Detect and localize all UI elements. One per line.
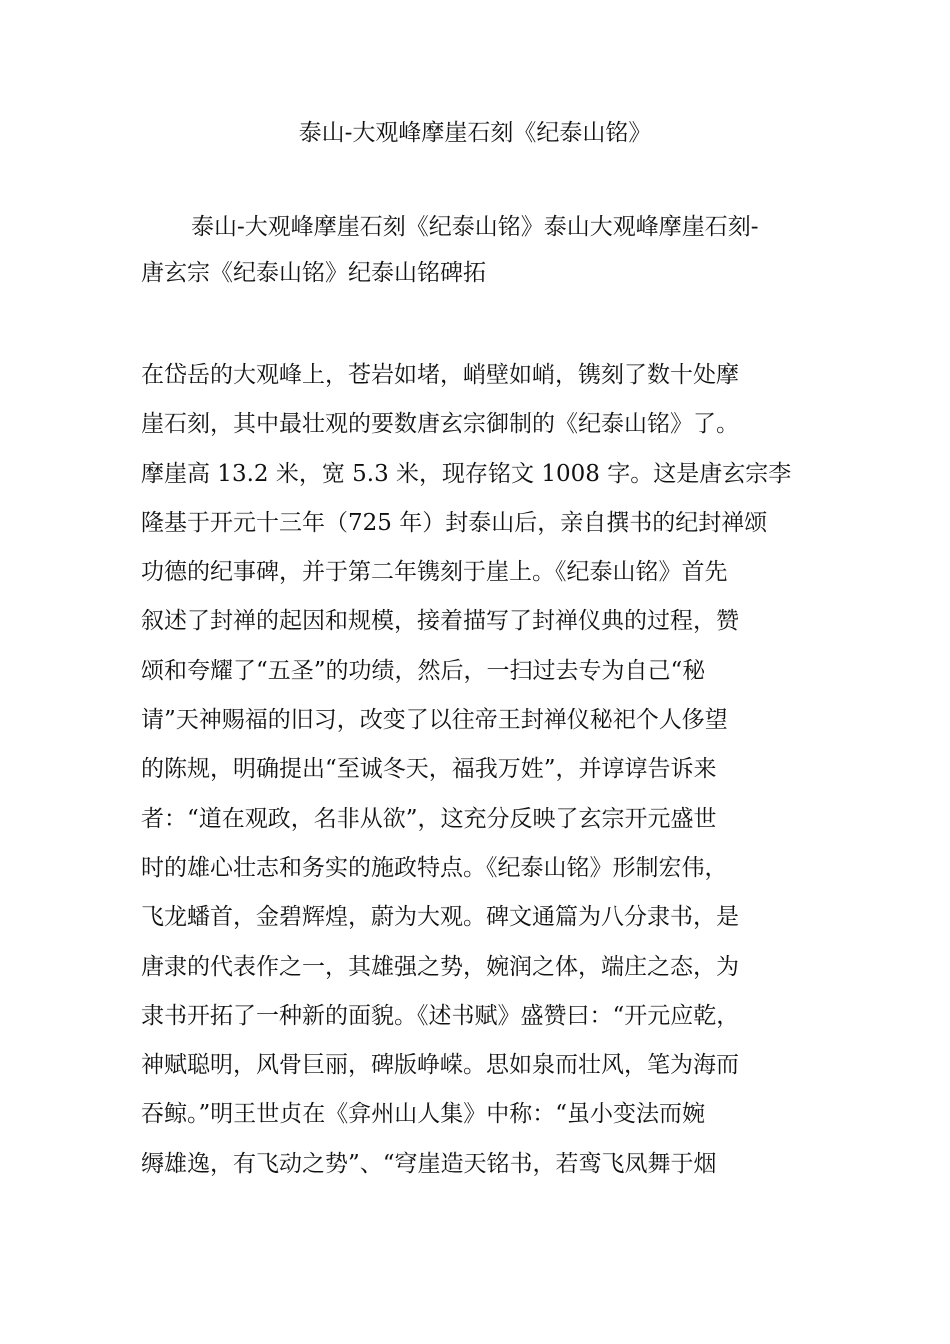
body-line: 崖石刻，其中最壮观的要数唐玄宗御制的《纪泰山铭》了。 [141, 411, 739, 438]
body-paragraph [141, 351, 831, 1189]
body-line: 功德的纪事碑，并于第二年镌刻于崖上。《纪泰山铭》首先 [141, 559, 728, 586]
body-line: 叙述了封禅的起因和规模，接着描写了封禅仪典的过程，赞 [141, 608, 739, 635]
subtitle-line: 泰山-大观峰摩崖石刻《纪泰山铭》泰山大观峰摩崖石刻- [191, 214, 759, 240]
body-line: 请”天神赐福的旧习，改变了以往帝王封禅仪秘祀个人侈望 [141, 707, 728, 734]
body-line: 缛雄逸，有飞动之势”、“穹崖造天铭书，若鸾飞凤舞于烟 [141, 1150, 717, 1177]
body-line: 的陈规，明确提出“至诚冬天，福我万姓”，并谆谆告诉来 [141, 756, 717, 783]
subtitle-line: 唐玄宗《纪泰山铭》纪泰山铭碑拓 [141, 260, 486, 286]
body-line: 时的雄心壮志和务实的施政特点。《纪泰山铭》形制宏伟， [141, 854, 728, 881]
body-line: 飞龙蟠首，金碧辉煌，蔚为大观。碑文通篇为八分隶书，是 [141, 904, 739, 931]
body-line: 神赋聪明，风骨巨丽，碑版峥嵘。思如泉而壮风，笔为海而 [141, 1052, 739, 1079]
body-line: 隆基于开元十三年（725 年）封泰山后，亲自撰书的纪封禅颂 [141, 509, 768, 536]
body-line: 隶书开拓了一种新的面貌。《述书赋》盛赞曰：“开元应乾， [141, 1002, 740, 1029]
body-line: 吞鲸。”明王世贞在《弇州山人集》中称：“虽小变法而婉 [141, 1101, 706, 1128]
document-subtitle [141, 204, 831, 296]
document-title: 泰山-大观峰摩崖石刻《纪泰山铭》 [298, 120, 652, 146]
body-line: 在岱岳的大观峰上，苍岩如堵，峭壁如峭，镌刻了数十处摩 [141, 362, 739, 388]
body-line: 摩崖高 13.2 米，宽 5.3 米，现存铭文 1008 字。这是唐玄宗李 [141, 460, 792, 487]
body-line: 者：“道在观政，名非从欲”，这充分反映了玄宗开元盛世 [141, 805, 717, 832]
body-line: 唐隶的代表作之一，其雄强之势，婉润之体，端庄之态，为 [141, 953, 739, 980]
body-line: 颂和夸耀了“五圣”的功绩，然后，一扫过去专为自己“秘 [141, 657, 706, 684]
